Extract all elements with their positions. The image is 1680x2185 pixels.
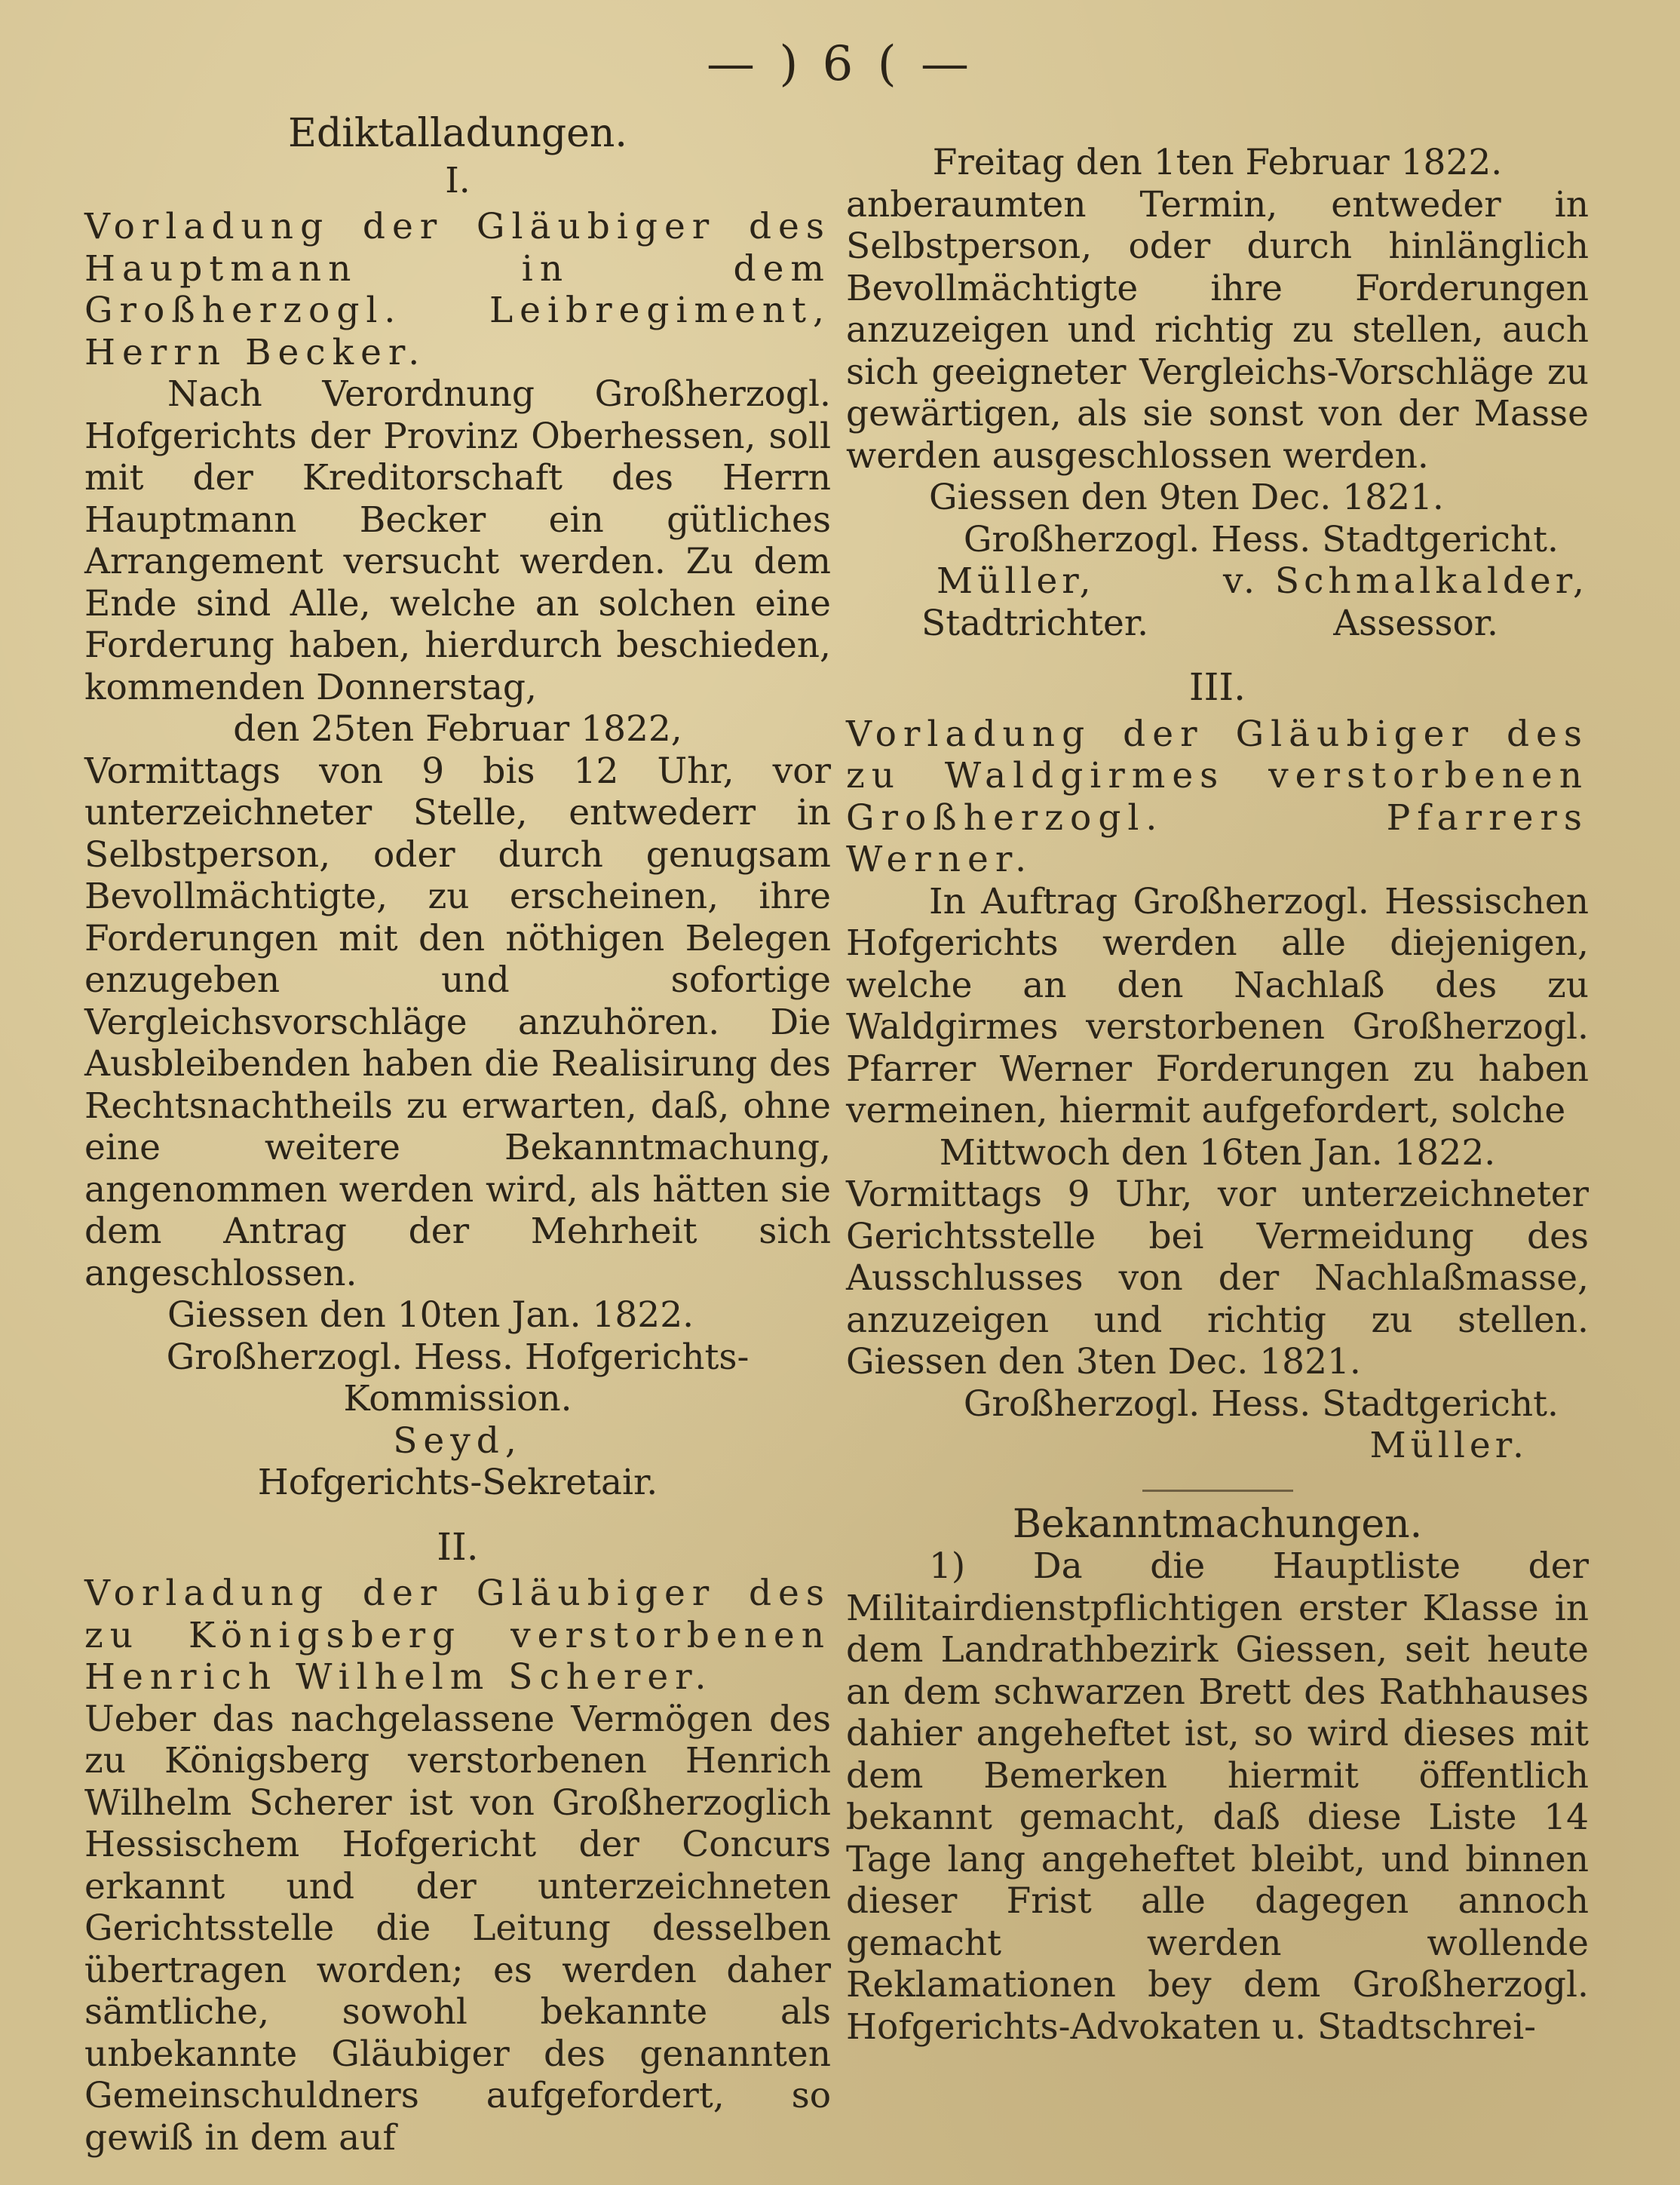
notice-3-title: Vorladung der Gläubiger des zu Waldgirmes verstorbenen Großherzogl. Pfarrers Werner. bbox=[846, 713, 1589, 880]
left-column bbox=[84, 113, 831, 2159]
section-divider bbox=[1142, 1490, 1293, 1492]
section-heading-ediktalladungen: Ediktalladungen. bbox=[288, 111, 627, 156]
notice-2-signer-1: Müller, bbox=[937, 560, 1096, 602]
notice-2-place-date: Giessen den 9ten Dec. 1821. bbox=[929, 477, 1444, 518]
notice-1-title: Vorladung der Gläubiger des Hauptmann in dem Großherzogl. Leibregiment, Herrn Becker. bbox=[84, 206, 831, 373]
notice-3-date: Mittwoch den 16ten Jan. 1822. bbox=[939, 1131, 1496, 1174]
notice-1-place-date: Giessen den 10ten Jan. 1822. bbox=[167, 1294, 694, 1336]
right-column bbox=[846, 142, 1589, 2048]
notice-1-authority: Großherzogl. Hess. Hofgerichts- bbox=[166, 1336, 750, 1378]
notice-2-body: Ueber das nachgelassene Vermögen des zu Königsberg verstorbenen Henrich Wilhelm Scherer ist von Großherzoglich Hessischem Hofgericht der Concurs erkannt und der unterzeichneten Gerichtsstelle die Leitung desselben übertragen worden; es werden daher sämtliche, sowohl bekannte als unbekannte Gläubiger des genannten Gemeinschuldners aufgefordert, so gewiß in dem auf bbox=[84, 1698, 831, 2159]
notice-2-date: Freitag den 1ten Februar 1822. bbox=[932, 142, 1503, 183]
announcement-1-body: 1) Da die Hauptliste der Militairdienstpflichtigen erster Klasse in dem Landrathbezirk Giessen, seit heute an dem schwarzen Brett des Rathhauses dahier angeheftet ist, so wird dieses mit dem Bemerken hiermit öffentlich bekannt gemacht, daß diese Liste 14 Tage lang angeheftet bleibt, und binnen dieser Frist alle dagegen annoch gemacht werden wollende Reklamationen bey dem Großherzogl. Hofgerichts-Advokaten u. Stadtschrei- bbox=[846, 1545, 1589, 2048]
section-heading-bekanntmachungen: Bekanntmachungen. bbox=[1012, 1501, 1423, 1547]
notice-3-body: In Auftrag Großherzogl. Hessischen Hofgerichts werden alle diejenigen, welche an den Nachlaß des zu Waldgirmes verstorbenen Großherzogl. Pfarrer Werner Forderungen zu haben vermeinen, hiermit aufgefordert, solche bbox=[846, 880, 1589, 1131]
notice-2-signers bbox=[846, 560, 1589, 603]
notice-1-signer: Seyd, bbox=[393, 1419, 523, 1462]
notice-2-title: Vorladung der Gläubiger des zu Königsberg verstorbenen Henrich Wilhelm Scherer. bbox=[84, 1573, 831, 1698]
notice-1-body: Nach Verordnung Großherzogl. Hofgerichts der Provinz Oberhessen, soll mit der Kreditorschaft des Herrn Hauptmann Becker ein gütliches Arrangement versucht werden. Zu dem Ende sind Alle, welche an solchen eine Forderung haben, hierdurch beschieden, kommenden Donnerstag, bbox=[84, 373, 831, 708]
notice-2-title-2: Assessor. bbox=[1333, 602, 1498, 644]
notice-2-signer-titles bbox=[846, 603, 1589, 645]
notice-number-3: III. bbox=[1188, 665, 1246, 709]
notice-1-authority-2: Kommission. bbox=[343, 1378, 572, 1419]
notice-2-body-continued: anberaumten Termin, entweder in Selbstperson, oder durch hinlänglich Bevollmächtigte ihre Forderungen anzuzeigen und richtig zu stellen, auch sich geeigneter Vergleichs-Vorschläge zu gewärtigen, als sie sonst von der Masse werden ausgeschlossen werden. bbox=[846, 183, 1589, 477]
notice-2-title-1: Stadtrichter. bbox=[921, 602, 1149, 644]
page-number: — ) 6 ( — bbox=[706, 36, 974, 92]
notice-2-signer-2: v. Schmalkalder, bbox=[1223, 560, 1589, 602]
notice-number-1: I. bbox=[445, 159, 471, 201]
notice-3-authority: Großherzogl. Hess. Stadtgericht. bbox=[963, 1383, 1559, 1425]
notice-1-body-continued: Vormittags von 9 bis 12 Uhr, vor unterzeichneter Stelle, entwederr in Selbstperson, oder durch genugsam Bevollmächtigte, zu erscheinen, ihre Forderungen mit den nöthigen Belegen enzugeben und sofortige Vergleichsvorschläge anzuhören. Die Ausbleibenden haben die Realisirung des Rechtsnachtheils zu erwarten, daß, ohne eine weitere Bekanntmachung, angenommen werden wird, als hätten sie dem Antrag der Mehrheit sich angeschlossen. bbox=[84, 750, 831, 1294]
notice-1-signer-title: Hofgerichts-Sekretair. bbox=[257, 1462, 658, 1503]
notice-3-body-continued: Vormittags 9 Uhr, vor unterzeichneter Gerichtsstelle bei Vermeidung des Ausschlusses von der Nachlaßmasse, anzuzeigen und richtig zu stellen. Giessen den 3ten Dec. 1821. bbox=[846, 1174, 1589, 1383]
notice-2-authority: Großherzogl. Hess. Stadtgericht. bbox=[963, 518, 1559, 560]
notice-3-signer: Müller. bbox=[1369, 1425, 1528, 1466]
notice-1-date: den 25ten Februar 1822, bbox=[233, 708, 682, 750]
notice-number-2: II. bbox=[437, 1524, 479, 1569]
